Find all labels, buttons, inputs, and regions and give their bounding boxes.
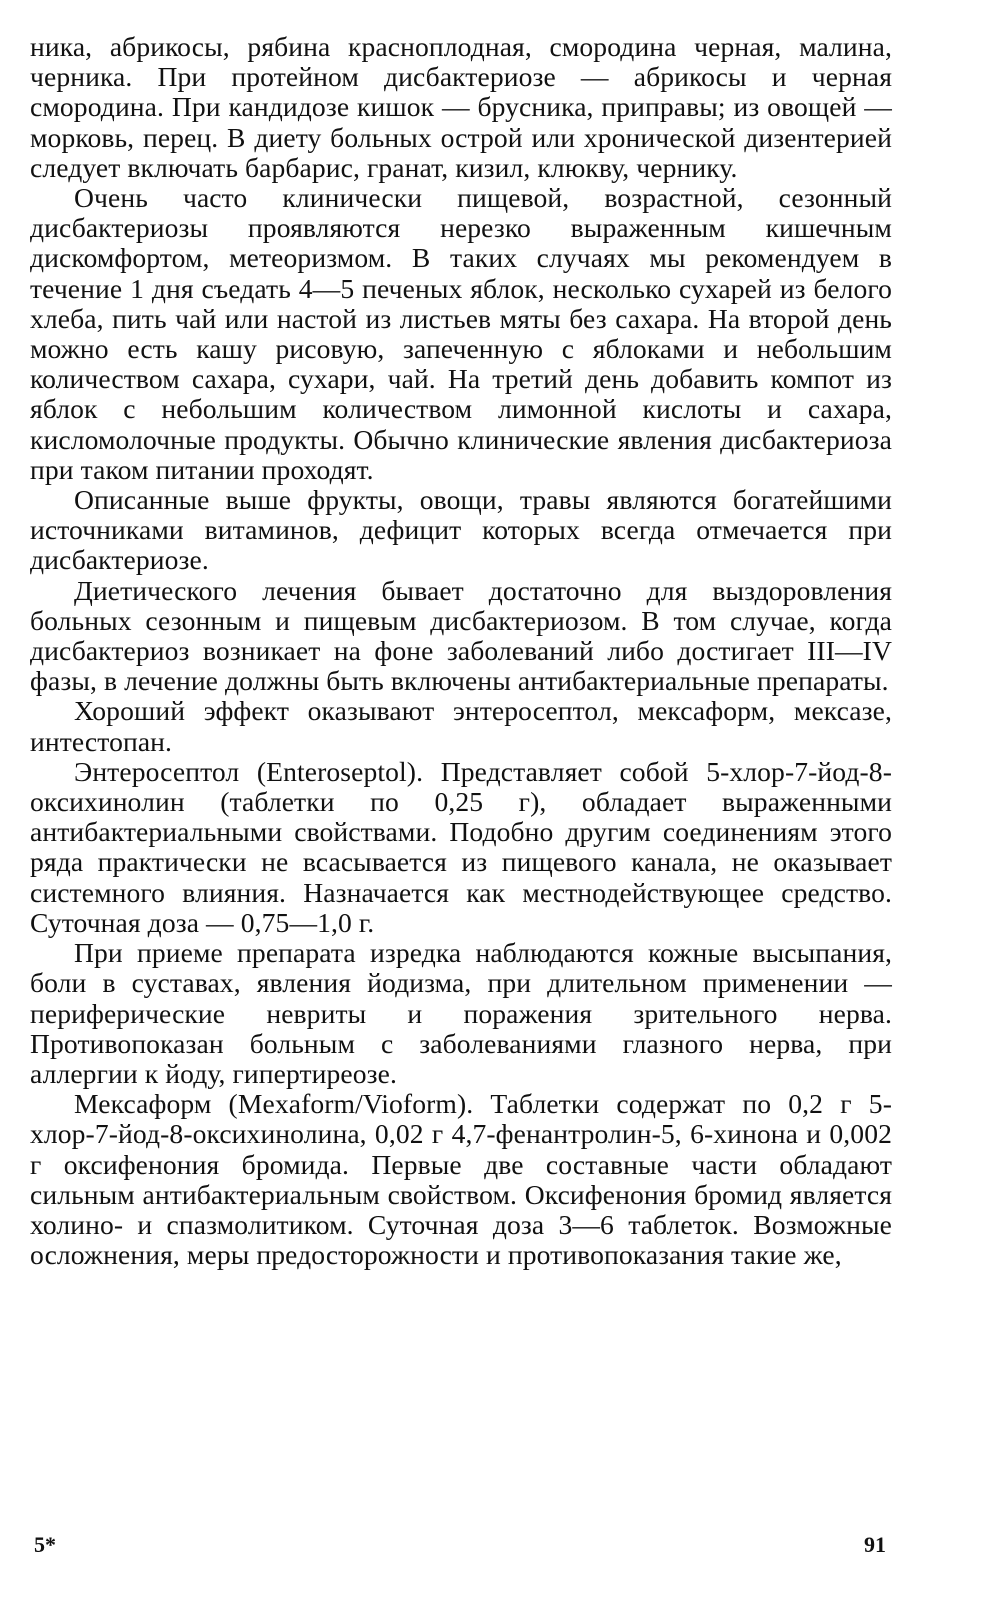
page-body [30, 32, 892, 1270]
page-footer [30, 1532, 892, 1562]
paragraph-6: Энтеросептол (Enteroseptol). Представляет собой 5-хлор-7-йод-8-оксихинолин (таблетки по 0,25 г), обладает выраженными антибактериальными свойствами. Подобно другим соединениям этого ряда практически не всасывается из пищевого канала, не оказывает системного влияния. Назначается как местнодействующее средство. Суточная доза — 0,75—1,0 г. [30, 755, 892, 938]
page-number: 91 [864, 1532, 886, 1557]
paragraph-7: При приеме препарата изредка наблюдаются кожные высыпания, боли в суставах, явления йодизма, при длительном применении — периферические невриты и поражения зрительного нерва. Противопоказан больным с заболеваниями глазного нерва, при аллергии к йоду, гипертиреозе. [30, 937, 892, 1089]
signature-mark: 5* [34, 1532, 56, 1557]
paragraph-3: Описанные выше фрукты, овощи, травы являются богатейшими источниками витаминов, дефицит которых всегда отмечается при дисбактериозе. [30, 484, 892, 576]
paragraph-5: Хороший эффект оказывают энтеросептол, мексаформ, мексазе, интестопан. [30, 695, 892, 757]
paragraph-4: Диетического лечения бывает достаточно для выздоровления больных сезонным и пищевым дисбактериозом. В том случае, когда дисбактериоз возникает на фоне заболеваний либо достигает III—IV фазы, в лечение должны быть включены антибактериальные препараты. [30, 574, 892, 697]
paragraph-2: Очень часто клинически пищевой, возрастной, сезонный дисбактериозы проявляются нерезко выраженным кишечным дискомфортом, метеоризмом. В таких случаях мы рекомендуем в течение 1 дня съедать 4—5 печеных яблок, несколько сухарей из белого хлеба, пить чай или настой из листьев мяты без сахара. На второй день можно есть кашу рисовую, запеченную с яблоками и небольшим количеством сахара, сухари, чай. На третий день добавить компот из яблок с небольшим количеством лимонной кислоты и сахара, кисломолочные продукты. Обычно клинические явления дисбактериоза при таком питании проходят. [30, 182, 892, 485]
paragraph-1: ника, абрикосы, рябина красноплодная, смородина черная, малина, черника. При протейном дисбактериозе — абрикосы и черная смородина. При кандидозе кишок — брусника, приправы; из овощей — морковь, перец. В диету больных острой или хронической дизентерией следует включать барбарис, гранат, кизил, клюкву, чернику. [30, 31, 892, 183]
paragraph-8: Мексаформ (Mexaform/Vioform). Таблетки содержат по 0,2 г 5-хлор-7-йод-8-оксихинолина, 0,02 г 4,7-фенантролин-5, 6-хинона и 0,002 г оксифенония бромида. Первые две составные части обладают сильным антибактериальным свойством. Оксифенония бромид является холино- и спазмолитиком. Суточная доза 3—6 таблеток. Возможные осложнения, меры предосторожности и противопоказания такие же, [30, 1088, 892, 1271]
